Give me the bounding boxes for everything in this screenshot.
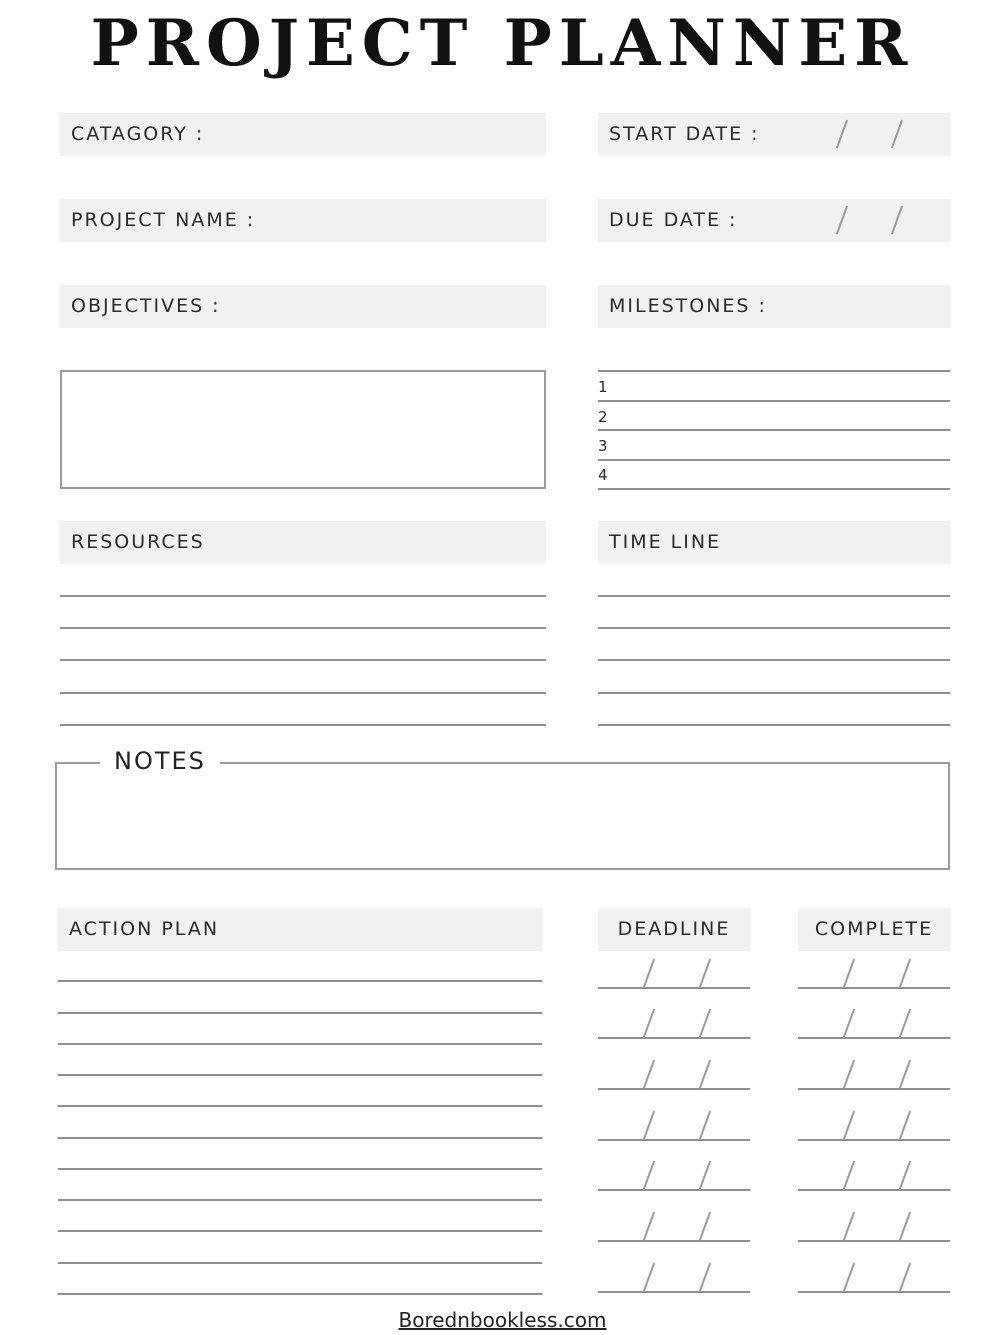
timeline-line[interactable] xyxy=(598,595,950,597)
date-separator xyxy=(643,1111,655,1140)
deadline-date-line[interactable] xyxy=(598,1189,750,1191)
date-separator xyxy=(899,1060,911,1089)
action-line[interactable] xyxy=(58,1074,542,1076)
due-date-field[interactable] xyxy=(598,199,950,242)
date-separator xyxy=(699,1111,711,1140)
milestone-number: 1 xyxy=(598,378,608,396)
milestone-line xyxy=(598,370,950,372)
action-line[interactable] xyxy=(58,1168,542,1170)
milestone-line[interactable] xyxy=(598,429,950,431)
complete-date-line[interactable] xyxy=(798,1088,950,1090)
deadline-date-line[interactable] xyxy=(598,1037,750,1039)
page-title: PROJECT PLANNER xyxy=(90,6,915,81)
footer xyxy=(0,1306,1005,1334)
deadline-date-line[interactable] xyxy=(598,1139,750,1141)
date-separator xyxy=(891,120,903,149)
footer-link[interactable]: Borednbookless.com xyxy=(398,1308,607,1332)
project-name-label: PROJECT NAME : xyxy=(71,209,256,231)
date-separator xyxy=(899,959,911,988)
date-separator xyxy=(843,959,855,988)
complete-date-line[interactable] xyxy=(798,1139,950,1141)
complete-date-line[interactable] xyxy=(798,1189,950,1191)
milestones-label: MILESTONES : xyxy=(609,295,767,317)
project-name-field[interactable] xyxy=(60,199,546,242)
complete-label: COMPLETE xyxy=(814,918,934,940)
milestone-number: 4 xyxy=(598,466,608,484)
action-line[interactable] xyxy=(58,1105,542,1107)
date-separator xyxy=(643,1161,655,1190)
date-separator xyxy=(891,206,903,235)
date-separator xyxy=(843,1212,855,1241)
date-separator xyxy=(699,1161,711,1190)
action-line[interactable] xyxy=(58,1293,542,1295)
date-separator xyxy=(899,1161,911,1190)
action-line[interactable] xyxy=(58,1262,542,1264)
complete-date-line[interactable] xyxy=(798,987,950,989)
date-separator xyxy=(843,1161,855,1190)
milestones-field xyxy=(598,285,950,328)
timeline-line[interactable] xyxy=(598,627,950,629)
date-separator xyxy=(843,1111,855,1140)
action-line[interactable] xyxy=(58,1137,542,1139)
action-line[interactable] xyxy=(58,1199,542,1201)
date-separator xyxy=(699,1212,711,1241)
date-separator xyxy=(643,1060,655,1089)
deadline-date-line[interactable] xyxy=(598,987,750,989)
action-line[interactable] xyxy=(58,1043,542,1045)
notes-label: NOTES xyxy=(100,746,220,776)
date-separator xyxy=(699,1263,711,1292)
resource-line[interactable] xyxy=(60,627,546,629)
date-separator xyxy=(699,1009,711,1038)
complete-header xyxy=(798,908,950,951)
start-date-label: START DATE : xyxy=(609,123,760,145)
timeline-line[interactable] xyxy=(598,724,950,726)
objectives-label: OBJECTIVES : xyxy=(71,295,221,317)
date-separator xyxy=(899,1263,911,1292)
resource-line[interactable] xyxy=(60,692,546,694)
resource-line[interactable] xyxy=(60,659,546,661)
date-separator xyxy=(899,1009,911,1038)
date-separator xyxy=(699,959,711,988)
date-separator xyxy=(836,206,848,235)
action-plan-header xyxy=(58,908,542,951)
deadline-date-line[interactable] xyxy=(598,1240,750,1242)
milestone-line[interactable] xyxy=(598,488,950,490)
date-separator xyxy=(643,1009,655,1038)
action-line[interactable] xyxy=(58,1230,542,1232)
timeline-line[interactable] xyxy=(598,692,950,694)
timeline-header xyxy=(598,521,950,564)
date-separator xyxy=(643,1263,655,1292)
resource-line[interactable] xyxy=(60,595,546,597)
date-separator xyxy=(643,959,655,988)
due-date-label: DUE DATE : xyxy=(609,209,738,231)
date-separator xyxy=(899,1212,911,1241)
objectives-box[interactable] xyxy=(60,370,546,489)
date-separator xyxy=(843,1263,855,1292)
milestone-line[interactable] xyxy=(598,459,950,461)
objectives-field xyxy=(60,285,546,328)
deadline-header xyxy=(598,908,750,951)
start-date-field[interactable] xyxy=(598,113,950,156)
complete-date-line[interactable] xyxy=(798,1037,950,1039)
date-separator xyxy=(899,1111,911,1140)
category-field[interactable] xyxy=(60,113,546,156)
date-separator xyxy=(643,1212,655,1241)
resources-header xyxy=(60,521,546,564)
date-separator xyxy=(843,1060,855,1089)
notes-box[interactable] xyxy=(55,762,950,870)
action-line[interactable] xyxy=(58,1012,542,1014)
milestone-line[interactable] xyxy=(598,400,950,402)
resource-line[interactable] xyxy=(60,724,546,726)
milestone-number: 3 xyxy=(598,437,608,455)
date-separator xyxy=(699,1060,711,1089)
timeline-label: TIME LINE xyxy=(609,531,722,553)
milestone-number: 2 xyxy=(598,408,608,426)
deadline-date-line[interactable] xyxy=(598,1291,750,1293)
deadline-date-line[interactable] xyxy=(598,1088,750,1090)
date-separator xyxy=(843,1009,855,1038)
date-separator xyxy=(836,120,848,149)
timeline-line[interactable] xyxy=(598,659,950,661)
category-label: CATAGORY : xyxy=(71,123,205,145)
complete-date-line[interactable] xyxy=(798,1240,950,1242)
resources-label: RESOURCES xyxy=(71,531,205,553)
action-plan-label: ACTION PLAN xyxy=(69,918,220,940)
complete-date-line[interactable] xyxy=(798,1291,950,1293)
deadline-label: DEADLINE xyxy=(617,918,731,940)
action-line[interactable] xyxy=(58,980,542,982)
